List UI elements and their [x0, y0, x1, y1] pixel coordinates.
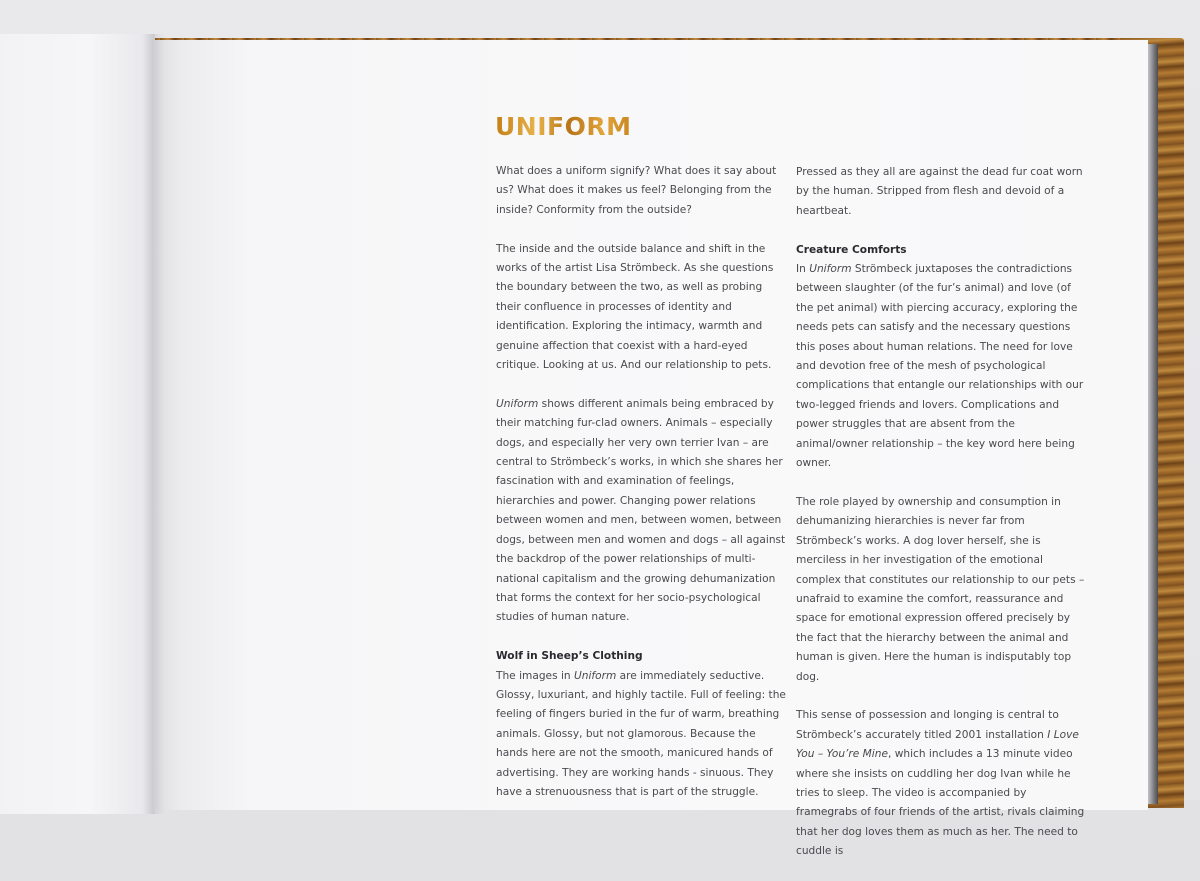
title-uniform: Uniform [809, 263, 852, 276]
subheading-creature: Creature Comforts [796, 243, 907, 256]
paragraph-uniform-shows-text: shows different animals being embraced by their matching fur-clad owners. Animals – especially dogs, and especially her very own terrier Ivan – are central to Strömbeck’s works, in which she shares her fascination with and examination of feelings, hierarchies and power. Changing power relations between women and men, between women, between dogs, between men and women and dogs – all against the backdrop of the power relationships of multi-national capitalism and the growing dehumanization that forms the context for her socio-psychological studies of human nature. [496, 397, 786, 624]
gutter-shadow [143, 34, 165, 814]
text-column-left [496, 162, 788, 822]
page-heading: UNIFORM [495, 112, 632, 141]
paragraph-images-a: The images in [496, 669, 574, 682]
paragraph-ownership: The role played by ownership and consumption in dehumanizing hierarchies is never far from Strömbeck’s works. A dog lover herself, she is merciless in her investigation of the emotional complex that constitutes our relationship to our pets – unafraid to examine the comfort, reassurance and space for emotional expression offered precisely by the fact that the hierarchy between the animal and human is given. Here the human is indisputably top dog. [796, 495, 1085, 683]
paragraph-juxtaposes-b: Strömbeck juxtaposes the contradictions between slaughter (of the fur’s animal) and love (of the pet animal) with piercing accuracy, exploring the needs pets can satisfy and the necessary questions this poses about human relations. The need for love and devotion free of the mesh of psychological complications that entangle our relationships with our two-legged friends and lovers. Complications and power struggles that are absent from the animal/owner relationship – the key word here being owner. [796, 263, 1084, 470]
paragraph-possession-a: This sense of possession and longing is central to Strömbeck’s accurately titled 2001 installation [796, 709, 1059, 741]
subheading-wolf: Wolf in Sheep’s Clothing [496, 650, 643, 663]
paragraph-images [496, 667, 788, 803]
text-column-right [796, 163, 1088, 881]
paragraph-juxtaposes [796, 260, 1088, 473]
title-uniform: Uniform [496, 397, 539, 410]
paragraph-pressed: Pressed as they all are against the dead fur coat worn by the human. Stripped from flesh and devoid of a heartbeat. [796, 166, 1083, 217]
left-page [0, 34, 155, 814]
paragraph-intro: What does a uniform signify? What does it say about us? What does it makes us feel? Belonging from the inside? Conformity from the outside? [496, 165, 777, 216]
paragraph-juxtaposes-a: In [796, 263, 810, 276]
paragraph-uniform-shows [496, 395, 788, 628]
paragraph-inside-outside: The inside and the outside balance and shift in the works of the artist Lisa Strömbeck. As she questions the boundary between the two, as well as probing their confluence in processes of identity and identification. Exploring the intimacy, warmth and genuine affection that coexist with a hard-eyed critique. Looking at us. And our relationship to pets. [496, 242, 774, 372]
paragraph-possession [796, 706, 1088, 861]
paragraph-possession-b: , which includes a 13 minute video where she insists on cuddling her dog Ivan while he tries to sleep. The video is accompanied by framegrabs of four friends of the artist, rivals claiming that her dog loves them as much as her. The need to cuddle is [796, 748, 1085, 858]
paragraph-images-b: are immediately seductive. Glossy, luxuriant, and highly tactile. Full of feeling: the feeling of fingers buried in the fur of warm, breathing animals. Glossy, but not glamorous. Because the hands here are not the smooth, manicured hands of advertising. They are working hands - sinuous. They have a strenuousness that is part of the struggle. [496, 669, 786, 798]
title-uniform: Uniform [573, 669, 617, 682]
title-installation: I Love You – You’re Mine [796, 728, 1079, 761]
